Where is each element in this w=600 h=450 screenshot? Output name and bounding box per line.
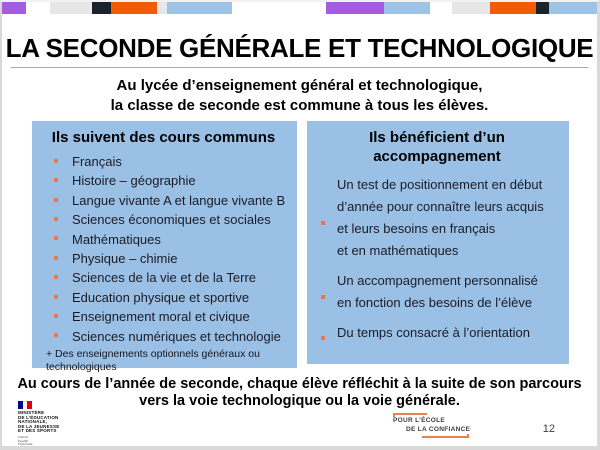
ministry-name-line: MINISTÈRE	[18, 410, 45, 415]
course-item-label: Sciences économiques et sociales	[72, 212, 271, 228]
course-item-label: Mathématiques	[72, 231, 161, 247]
course-item-label: Langue vivante A et langue vivante B	[72, 192, 286, 208]
support-item	[315, 270, 559, 314]
french-flag-icon	[18, 401, 32, 409]
support-item-line: Un test de positionnement en début	[337, 177, 543, 192]
support-item	[315, 322, 559, 344]
support-item-line: Un accompagnement personnalisé	[337, 273, 538, 288]
bullet-square-icon	[54, 295, 58, 299]
title-underline	[11, 67, 588, 68]
decorative-color-bar	[2, 2, 598, 14]
bullet-square-icon	[321, 336, 325, 340]
course-item-label: Français	[72, 154, 122, 169]
support-item-line: et leurs besoins en français	[337, 221, 496, 236]
color-bar-segment	[111, 2, 157, 14]
conclusion-statement	[2, 376, 597, 409]
conclusion-line2: vers la voie technologique ou la voie générale.	[139, 392, 460, 409]
bullet-square-icon	[321, 295, 325, 299]
bullet-square-icon	[54, 159, 58, 163]
support-item-text	[337, 322, 530, 344]
ministry-name-line: DE LA JEUNESSE	[18, 423, 60, 429]
slide-title: LA SECONDE GÉNÉRALE ET TECHNOLOGIQUE	[5, 33, 594, 63]
support-item	[315, 174, 559, 262]
color-bar-segment	[92, 2, 111, 14]
color-bar-segment	[452, 2, 490, 14]
course-item	[40, 191, 287, 210]
republic-motto	[18, 436, 88, 447]
color-bar-segment	[384, 2, 430, 14]
bullet-square-icon	[54, 178, 58, 182]
ministry-name-line: ET DES SPORTS	[18, 428, 57, 434]
slogan-line1: POUR L’ÉCOLE	[393, 417, 445, 424]
conclusion-line1: Au cours de l’année de seconde, chaque élève réfléchit à la suite de son parcours	[17, 376, 582, 392]
ministry-name-line: DE L’ÉDUCATION	[18, 414, 59, 420]
bullet-square-icon	[54, 236, 58, 240]
course-item-label: Physique – chimie	[72, 251, 178, 267]
color-bar-segment	[50, 2, 92, 14]
support-item-line: en fonction des besoins de l’élève	[337, 295, 533, 310]
color-bar-segment	[2, 2, 26, 14]
color-bar-segment	[232, 2, 326, 14]
support-heading-line1: Ils bénéficient d’un	[369, 129, 505, 146]
common-courses-heading: Ils suivent des cours communs	[51, 129, 276, 146]
course-item-label: Histoire – géographie	[72, 173, 196, 189]
course-item	[40, 152, 287, 171]
motto-line: Liberté	[18, 434, 29, 439]
ministry-logo	[18, 401, 88, 447]
bullet-square-icon	[54, 314, 58, 318]
motto-line: Égalité	[18, 438, 29, 443]
color-bar-segment	[157, 2, 167, 14]
bullet-square-icon	[54, 256, 58, 260]
common-courses-list	[40, 152, 287, 346]
course-item	[40, 268, 287, 287]
course-item-label: Education physique et sportive	[72, 289, 250, 305]
bullet-square-icon	[54, 198, 58, 202]
support-item-line: et en mathématiques	[337, 243, 459, 258]
support-item-text	[337, 270, 538, 314]
common-courses-panel	[32, 121, 297, 374]
subtitle	[2, 76, 597, 116]
bullet-square-icon	[54, 333, 58, 337]
support-panel	[307, 121, 569, 364]
support-heading-line2: accompagnement	[373, 148, 501, 165]
color-bar-segment	[549, 2, 598, 14]
slogan-line2: DE LA CONFIANCE	[406, 425, 471, 433]
course-item	[40, 210, 287, 229]
support-item-line: Du temps consacré à l’orientation	[337, 325, 530, 340]
bullet-square-icon	[54, 217, 58, 221]
color-bar-segment	[26, 2, 50, 14]
course-item	[40, 230, 287, 249]
content-panels	[32, 121, 564, 374]
ministry-name	[18, 411, 88, 434]
motto-line: Fraternité	[18, 442, 33, 447]
support-item-line: d’année pour connaître leurs acquis	[337, 199, 544, 214]
ecole-confiance-slogan	[393, 413, 483, 438]
color-bar-segment	[430, 2, 452, 14]
course-item-label: Sciences numériques et technologie	[72, 328, 281, 344]
color-bar-segment	[326, 2, 384, 14]
ministry-name-line: NATIONALE,	[18, 419, 48, 425]
course-item	[40, 327, 287, 346]
subtitle-line1: Au lycée d’enseignement général et technologique,	[116, 77, 483, 94]
slogan-bracket-bottom-icon	[422, 434, 469, 438]
color-bar-segment	[490, 2, 536, 14]
subtitle-line2: la classe de seconde est commune à tous les élèves.	[110, 97, 489, 114]
color-bar-segment	[167, 2, 232, 14]
color-bar-segment	[536, 2, 549, 14]
support-item-text	[337, 174, 544, 262]
course-item	[40, 171, 287, 190]
page-number: 12	[542, 423, 555, 435]
course-item	[40, 288, 287, 307]
course-item-label: Sciences de la vie et de la Terre	[72, 270, 257, 286]
bullet-square-icon	[321, 221, 325, 225]
optional-courses-footnote: + Des enseignements optionnels généraux ou technologiques	[46, 348, 260, 374]
course-item	[40, 249, 287, 268]
bullet-square-icon	[54, 275, 58, 279]
course-item-label: Enseignement moral et civique	[72, 309, 250, 325]
course-item	[40, 307, 287, 326]
support-heading	[315, 128, 559, 166]
